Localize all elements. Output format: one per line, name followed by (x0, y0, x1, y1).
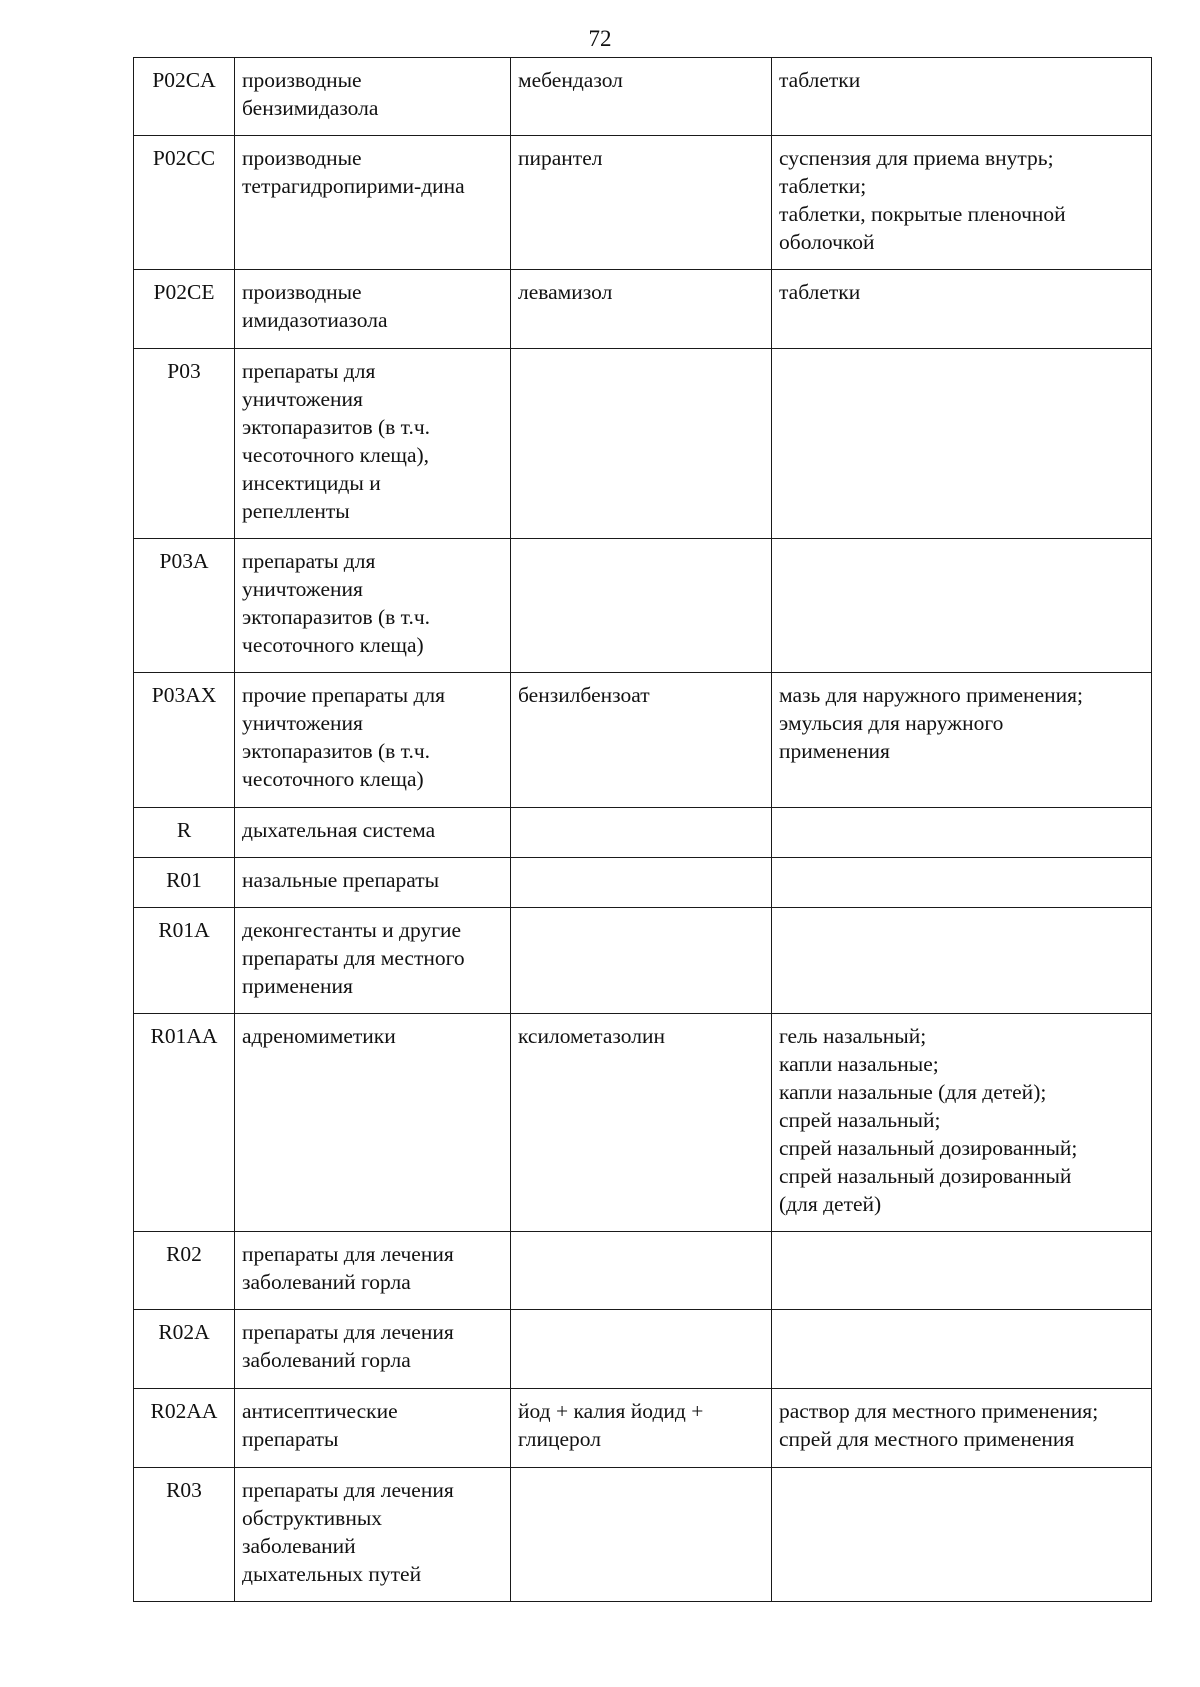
dosage-form-cell (772, 539, 1152, 673)
drug-name-cell: бензилбензоат (511, 673, 772, 808)
atc-code-cell: P02CA (134, 58, 235, 136)
group-name-cell: производные тетрагидропирими-дина (235, 136, 511, 270)
dosage-form-cell: таблетки (772, 270, 1152, 349)
table-row (134, 136, 1152, 270)
atc-code-cell: P02CC (134, 136, 235, 270)
group-name-cell: назальные препараты (235, 858, 511, 908)
table-row (134, 858, 1152, 908)
drug-table-body (134, 58, 1152, 1602)
drug-table (133, 57, 1152, 1602)
group-name-cell: адреномиметики (235, 1014, 511, 1232)
page-number: 72 (588, 26, 612, 51)
table-row (134, 1468, 1152, 1602)
group-name-cell: деконгестанты и другие препараты для местного применения (235, 908, 511, 1014)
dosage-form-cell: мазь для наружного применения; эмульсия для наружного применения (772, 673, 1152, 808)
drug-name-cell (511, 908, 772, 1014)
table-row (134, 58, 1152, 136)
atc-code-cell: P02CE (134, 270, 235, 349)
dosage-form-cell: таблетки (772, 58, 1152, 136)
atc-code-cell: R02 (134, 1232, 235, 1310)
atc-code-cell: P03AX (134, 673, 235, 808)
group-name-cell: препараты для лечения заболеваний горла (235, 1232, 511, 1310)
group-name-cell: препараты для лечения заболеваний горла (235, 1310, 511, 1389)
group-name-cell: прочие препараты для уничтожения эктопаразитов (в т.ч. чесоточного клеща) (235, 673, 511, 808)
atc-code-cell: R01AA (134, 1014, 235, 1232)
table-row (134, 349, 1152, 539)
drug-name-cell (511, 1310, 772, 1389)
atc-code-cell: R02A (134, 1310, 235, 1389)
atc-code-cell: R03 (134, 1468, 235, 1602)
atc-code-cell: P03 (134, 349, 235, 539)
atc-code-cell: R02AA (134, 1389, 235, 1468)
dosage-form-cell (772, 349, 1152, 539)
table-row (134, 673, 1152, 808)
table-row (134, 808, 1152, 858)
atc-code-cell: R01A (134, 908, 235, 1014)
dosage-form-cell (772, 1232, 1152, 1310)
dosage-form-cell: раствор для местного применения; спрей для местного применения (772, 1389, 1152, 1468)
table-row (134, 270, 1152, 349)
atc-code-cell: P03A (134, 539, 235, 673)
table-row (134, 1014, 1152, 1232)
atc-code-cell: R (134, 808, 235, 858)
table-row (134, 908, 1152, 1014)
drug-name-cell: пирантел (511, 136, 772, 270)
drug-name-cell (511, 349, 772, 539)
table-row (134, 1310, 1152, 1389)
group-name-cell: производные бензимидазола (235, 58, 511, 136)
drug-name-cell (511, 1232, 772, 1310)
group-name-cell: препараты для уничтожения эктопаразитов (в т.ч. чесоточного клеща), инсектициды и репелленты (235, 349, 511, 539)
drug-name-cell: йод + калия йодид + глицерол (511, 1389, 772, 1468)
group-name-cell: препараты для уничтожения эктопаразитов (в т.ч. чесоточного клеща) (235, 539, 511, 673)
dosage-form-cell (772, 808, 1152, 858)
dosage-form-cell (772, 1310, 1152, 1389)
group-name-cell: антисептические препараты (235, 1389, 511, 1468)
group-name-cell: препараты для лечения обструктивных заболеваний дыхательных путей (235, 1468, 511, 1602)
drug-name-cell (511, 1468, 772, 1602)
drug-name-cell: ксилометазолин (511, 1014, 772, 1232)
drug-name-cell (511, 808, 772, 858)
dosage-form-cell (772, 1468, 1152, 1602)
drug-name-cell (511, 539, 772, 673)
dosage-form-cell: гель назальный; капли назальные; капли назальные (для детей); спрей назальный; спрей назальный дозированный; спрей назальный дозированный (для детей) (772, 1014, 1152, 1232)
drug-name-cell: мебендазол (511, 58, 772, 136)
drug-name-cell: левамизол (511, 270, 772, 349)
dosage-form-cell: суспензия для приема внутрь; таблетки; таблетки, покрытые пленочной оболочкой (772, 136, 1152, 270)
dosage-form-cell (772, 908, 1152, 1014)
table-row (134, 539, 1152, 673)
table-row (134, 1232, 1152, 1310)
group-name-cell: дыхательная система (235, 808, 511, 858)
atc-code-cell: R01 (134, 858, 235, 908)
dosage-form-cell (772, 858, 1152, 908)
group-name-cell: производные имидазотиазола (235, 270, 511, 349)
table-row (134, 1389, 1152, 1468)
drug-name-cell (511, 858, 772, 908)
